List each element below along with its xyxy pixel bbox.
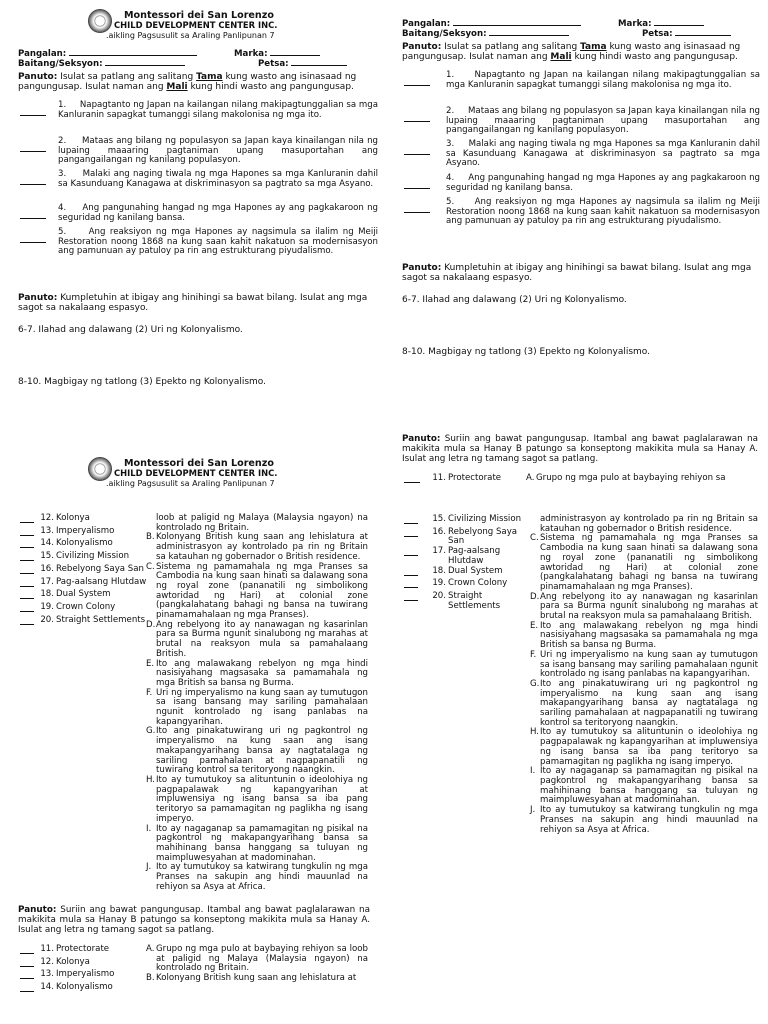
answer-blank[interactable] — [20, 578, 34, 587]
grade-line[interactable] — [105, 57, 185, 66]
grade-field: Baitang/Seksyon: — [402, 27, 569, 40]
answer-blank[interactable] — [20, 958, 34, 967]
definition-item: I. Ito ay nagaganap sa pamamagitan ng pisikal na pagkontrol ng makapangyarihang bansa sa mahihinang bansa hanggang sa tuluyan ng maimpluwesyahan at madominahan. — [146, 823, 368, 863]
term-item: 12. Kolonya — [20, 514, 148, 527]
quiz-subtitle: .aikling Pagsusulit sa Araling Panlipunan 7 — [106, 479, 275, 488]
answer-blank[interactable] — [20, 603, 34, 612]
answer-blank[interactable] — [404, 515, 418, 524]
definition-item: B. Kolonyang British kung saan ang lehislatura at — [146, 973, 357, 984]
answer-blank[interactable] — [404, 146, 430, 155]
answer-blank[interactable] — [404, 77, 430, 86]
term-item: 19. Crown Colony — [404, 579, 528, 592]
tf-item: 2. Mataas ang bilang ng populasyon sa Japan kaya kinailangan nila ng lupaing maaaring pagtaniman upang masuportahan ang pangangailangan ng kanilang populasyon. — [20, 137, 378, 170]
definition-item: I. Ito ay nagaganap sa pamamagitan ng pisikal na pagkontrol ng makapangyarihang bansa sa mahihinang bansa hanggang sa tuluyan ng maimpluwesyahan at madominahan. — [530, 766, 758, 806]
answer-blank[interactable] — [20, 210, 46, 219]
school-logo — [88, 457, 112, 481]
term-item: 17. Pag-aalsang Hlutdaw — [20, 578, 148, 591]
answer-blank[interactable] — [20, 234, 46, 243]
answer-blank[interactable] — [20, 590, 34, 599]
definition-item: loob at paligid ng Malaya (Malaysia ngayon) na kontrolado ng Britain. — [156, 513, 368, 533]
score-field: Marka: — [618, 17, 704, 30]
score-line[interactable] — [654, 17, 704, 26]
school-subname: CHILD DEVELOPMENT CENTER INC. — [114, 20, 278, 30]
answer-blank[interactable] — [404, 592, 418, 601]
answer-blank[interactable] — [404, 113, 430, 122]
tf-item: 4. Ang pangunahing hangad ng mga Hapones ay ang pagkakaroon ng seguridad ng kanilang bansa. — [20, 204, 378, 228]
name-field: Pangalan: — [402, 17, 581, 30]
answer-blank[interactable] — [404, 547, 418, 556]
column-a-list — [20, 945, 148, 996]
school-name: Montessori dei San Lorenzo — [124, 10, 274, 21]
quiz-subtitle: .aikling Pagsusulit sa Araling Panlipunan 7 — [106, 31, 275, 40]
definition-item: E. Ito ang malawakang rebelyon ng mga hindi nasisiyahang magsasaka sa pamamahala ng mga British sa bansa ng Burma. — [146, 658, 368, 688]
answer-blank[interactable] — [20, 107, 46, 116]
term-item: 13. Imperyalismo — [20, 527, 148, 540]
definition-item: H. Ito ay tumutukoy sa alituntunin o ideolohiya ng pagpapalawak ng kapangyarihan at impluwensiya ng isang bansa sa iba pang teritoryo sa pamamagitan ng paglikha ng isang imperyo. — [530, 727, 758, 767]
definition-item: C. Sistema ng pamamahala ng mga Pranses sa Cambodia na kung saan hinati sa dalawang sona ng royal zone (pananatili ng simbolikong awtoridad ng Hari) at colonial zone (pangkalahatang bahagi ng bansa na tuwirang pinamamahalaan ng mga Pranses). — [146, 561, 368, 621]
column-b-list — [146, 945, 368, 984]
column-a-list — [404, 515, 528, 611]
term-item: 19. Crown Colony — [20, 603, 148, 616]
answer-blank[interactable] — [404, 528, 418, 537]
term-item: 14. Kolonyalismo — [20, 539, 148, 552]
term-item: 13. Imperyalismo — [20, 970, 148, 983]
question-6-7: 6-7. Ilahad ang dalawang (2) Uri ng Kolonyalismo. — [18, 325, 243, 335]
answer-blank[interactable] — [20, 143, 46, 152]
definition-item: A. Grupo ng mga pulo at baybaying rehiyon sa loob at paligid ng Malaya (Malaysia ngayon) na kontrolado ng Britain. — [146, 944, 368, 974]
tf-item: 1. Napagtanto ng Japan na kailangan nilang makipagtunggalian sa mga Kanluranin sapagkat tumanggi silang makolonisa ng mga ito. — [20, 101, 378, 137]
answer-blank[interactable] — [20, 514, 34, 523]
name-field: Pangalan: — [18, 47, 197, 60]
date-field: Petsa: — [642, 27, 731, 40]
answer-blank[interactable] — [404, 474, 420, 483]
definition-item: E. Ito ang malawakang rebelyon ng mga hindi nasisiyahang magsasaka sa pamamahala ng mga British sa bansa ng Burma. — [530, 620, 758, 651]
part1-instruction: Panuto: Isulat sa patlang ang salitang Tama kung wasto ang isinasaad ng pangungusap. Isulat naman ang Mali kung hindi wasto ang pangungusap. — [402, 42, 741, 63]
term-item: 20. Straight Settlements — [20, 616, 148, 629]
answer-blank[interactable] — [404, 567, 418, 576]
name-line[interactable] — [69, 47, 197, 56]
term-item: 18. Dual System — [404, 567, 528, 580]
tf-item: 2. Mataas ang bilang ng populasyon sa Japan kaya kinailangan nila ng lupaing maaaring pagtaniman upang masuportahan ang pangangailangan ng kanilang populasyon. — [404, 107, 760, 140]
tf-item: 3. Malaki ang naging tiwala ng mga Hapones sa mga Kanluranin dahil sa Kasunduang Kanagawa at diskriminasyon sa pagtrato sa mga Asyano. — [404, 140, 760, 174]
definition-item: H. Ito ay tumutukoy sa alituntunin o ideolohiya ng pagpapalawak ng kapangyarihan at impluwensiya ng isang bansa sa iba pang teritoryo sa pamamagitan ng paglikha ng isang imperyo. — [146, 774, 368, 824]
score-line[interactable] — [270, 47, 320, 56]
term-item: 15. Civilizing Mission — [404, 515, 528, 528]
question-8-10: 8-10. Magbigay ng tatlong (3) Epekto ng Kolonyalismo. — [402, 347, 651, 357]
school-name: Montessori dei San Lorenzo — [124, 458, 274, 469]
term-item: 20. Straight Settlements — [404, 592, 528, 611]
tf-list-left — [20, 101, 378, 272]
part1-instruction: Panuto: Isulat sa patlang ang salitang Tama kung wasto ang isinasaad ng pangungusap. Isulat naman ang Mali kung hindi wasto ang pangungusap. — [18, 72, 357, 93]
part3-instruction: Panuto: Suriin ang bawat pangungusap. Itambal ang bawat paglalarawan na makikita mula sa Hanay B patungo sa konseptong makikita mula sa Hanay A. Isulat ang letra ng tamang sagot sa patlang. — [18, 905, 370, 935]
tf-list-right — [404, 71, 760, 242]
definition-item: C. Sistema ng pamamahala ng mga Pranses sa Cambodia na kung saan hinati sa dalawang sona ng royal zone (pananatili ng simbolikong awtoridad ng Hari) at colonial zone (pangkalahatang bahagi ng bansa na tuwirang pinamamahalaan ng mga Pranses). — [530, 533, 758, 592]
definition-item: administrasyon ay kontrolado pa rin ng Britain sa katauhan ng gobernador o British residence. — [540, 514, 758, 534]
date-line[interactable] — [291, 57, 347, 66]
term-item: 12. Kolonya — [20, 958, 148, 971]
term-item: 11. Protectorate — [20, 945, 148, 958]
definition-item: J. Ito ay tumutukoy sa katwirang tungkulin ng mga Pranses na sakupin ang hindi mauunlad na rehiyon sa Asya at Africa. — [146, 862, 368, 892]
definition-item: J. Ito ay tumutukoy sa katwirang tungkulin ng mga Pranses na sakupin ang hindi mauunlad na rehiyon sa Asya at Africa. — [530, 805, 758, 835]
term-item: 14. Kolonyalismo — [20, 983, 148, 996]
answer-blank[interactable] — [404, 579, 418, 588]
question-8-10: 8-10. Magbigay ng tatlong (3) Epekto ng Kolonyalismo. — [18, 377, 267, 387]
answer-blank[interactable] — [404, 180, 430, 189]
question-6-7: 6-7. Ilahad ang dalawang (2) Uri ng Kolonyalismo. — [402, 295, 627, 305]
school-subname: CHILD DEVELOPMENT CENTER INC. — [114, 468, 278, 478]
grade-field: Baitang/Seksyon: — [18, 57, 185, 70]
answer-blank[interactable] — [20, 176, 46, 185]
date-field: Petsa: — [258, 57, 347, 70]
answer-blank[interactable] — [20, 552, 34, 561]
definition-item: F. Uri ng imperyalismo na kung saan ay tumutugon sa isang bansang may sariling pamahalaan ngunit kontrolado ng isang panlabas na kapangyarihan. — [530, 649, 758, 680]
date-line[interactable] — [675, 27, 731, 36]
answer-blank[interactable] — [20, 983, 34, 992]
answer-blank[interactable] — [20, 539, 34, 548]
answer-blank[interactable] — [20, 565, 34, 574]
answer-blank[interactable] — [20, 945, 34, 954]
answer-blank[interactable] — [20, 527, 34, 536]
tf-item: 3. Malaki ang naging tiwala ng mga Hapones sa mga Kanluranin dahil sa Kasunduang Kanagawa at diskriminasyon sa pagtrato sa mga Asyano. — [20, 170, 378, 204]
answer-blank[interactable] — [20, 970, 34, 979]
definition-item: D. Ang rebelyong ito ay nanawagan ng kasarinlan para sa Burma ngunit sinalubong ng marahas at brutal na reaksyon mula sa pamahalaang British. — [146, 619, 368, 659]
grade-line[interactable] — [489, 27, 569, 36]
term-item: 11. Protectorate A. Grupo ng mga pulo at baybaying rehiyon sa — [404, 474, 764, 484]
school-logo — [88, 9, 112, 33]
definition-item: B. Kolonyang British kung saan ang lehislatura at administrasyon ay kontrolado pa rin ng Britain sa katauhan ng gobernador o British residence. — [146, 532, 368, 562]
definition-item: D. Ang rebelyong ito ay nanawagan ng kasarinlan para sa Burma ngunit sinalubong ng marahas at brutal na reaksyon mula sa pamahalaang British. — [530, 591, 758, 622]
part2-instruction: Panuto: Kumpletuhin at ibigay ang hinihingi sa bawat bilang. Isulat ang mga sagot sa nakalaang espasyo. — [18, 293, 368, 314]
term-item: 18. Dual System — [20, 590, 148, 603]
part2-instruction: Panuto: Kumpletuhin at ibigay ang hinihingi sa bawat bilang. Isulat ang mga sagot sa nakalaang espasyo. — [402, 263, 752, 284]
definition-item: G. Ito ang pinakatuwirang uri ng pagkontrol ng imperyalismo na kung saan ang isang makapangyarihang bansa ay nagtatalaga ng sariling pamahalaan at nagpapanatili ng tuwirang kontrol sa teritoryong naangkin. — [530, 678, 758, 728]
definition-item: G. Ito ang pinakatuwirang uri ng pagkontrol ng imperyalismo na kung saan ang isang makapangyarihang bansa ay nagtatalaga ng sariling pamahalaan at nagpapanatili ng tuwirang kontrol sa teritoryong naangkin. — [146, 726, 368, 776]
column-a-list — [20, 514, 148, 628]
term-item: 15. Civilizing Mission — [20, 552, 148, 565]
column-b-list — [530, 515, 758, 835]
tf-item: 4. Ang pangunahing hangad ng mga Hapones ay ang pagkakaroon ng seguridad ng kanilang bansa. — [404, 174, 760, 198]
tf-item: 5. Ang reaksiyon ng mga Hapones ay nagsimula sa ilalim ng Meiji Restoration noong 1868 na kung saan kahit nakatuon sa modernisasyon ang pamunuan ay patuloy pa rin ang estrukturang piyudalismo. — [404, 198, 760, 242]
term-item: 17. Pag-aalsang Hlutdaw — [404, 547, 528, 566]
name-line[interactable] — [453, 17, 581, 26]
term-item: 16. Rebelyong Saya San — [20, 565, 148, 578]
column-b-list — [146, 514, 368, 892]
definition-item: F. Uri ng imperyalismo na kung saan ay tumutugon sa isang bansang may sariling pamahalaan ngunit kontrolado ng isang panlabas na kapangyarihan. — [146, 687, 368, 727]
tf-item: 5. Ang reaksiyon ng mga Hapones ay nagsimula sa ilalim ng Meiji Restoration noong 1868 na kung saan kahit nakatuon sa modernisasyon ang pamunuan ay patuloy pa rin ang estrukturang piyudalismo. — [20, 228, 378, 272]
score-field: Marka: — [234, 47, 320, 60]
part3-instruction: Panuto: Suriin ang bawat pangungusap. Itambal ang bawat paglalarawan na makikita mula sa Hanay B patungo sa konseptong makikita mula sa Hanay A. Isulat ang letra ng tamang sagot sa patlang. — [402, 434, 758, 464]
term-item: 16. Rebelyong Saya San — [404, 528, 528, 547]
answer-blank[interactable] — [20, 616, 34, 625]
answer-blank[interactable] — [404, 204, 430, 213]
tf-item: 1. Napagtanto ng Japan na kailangan nilang makipagtunggalian sa mga Kanluranin sapagkat tumanggi silang makolonisa ng mga ito. — [404, 71, 760, 107]
